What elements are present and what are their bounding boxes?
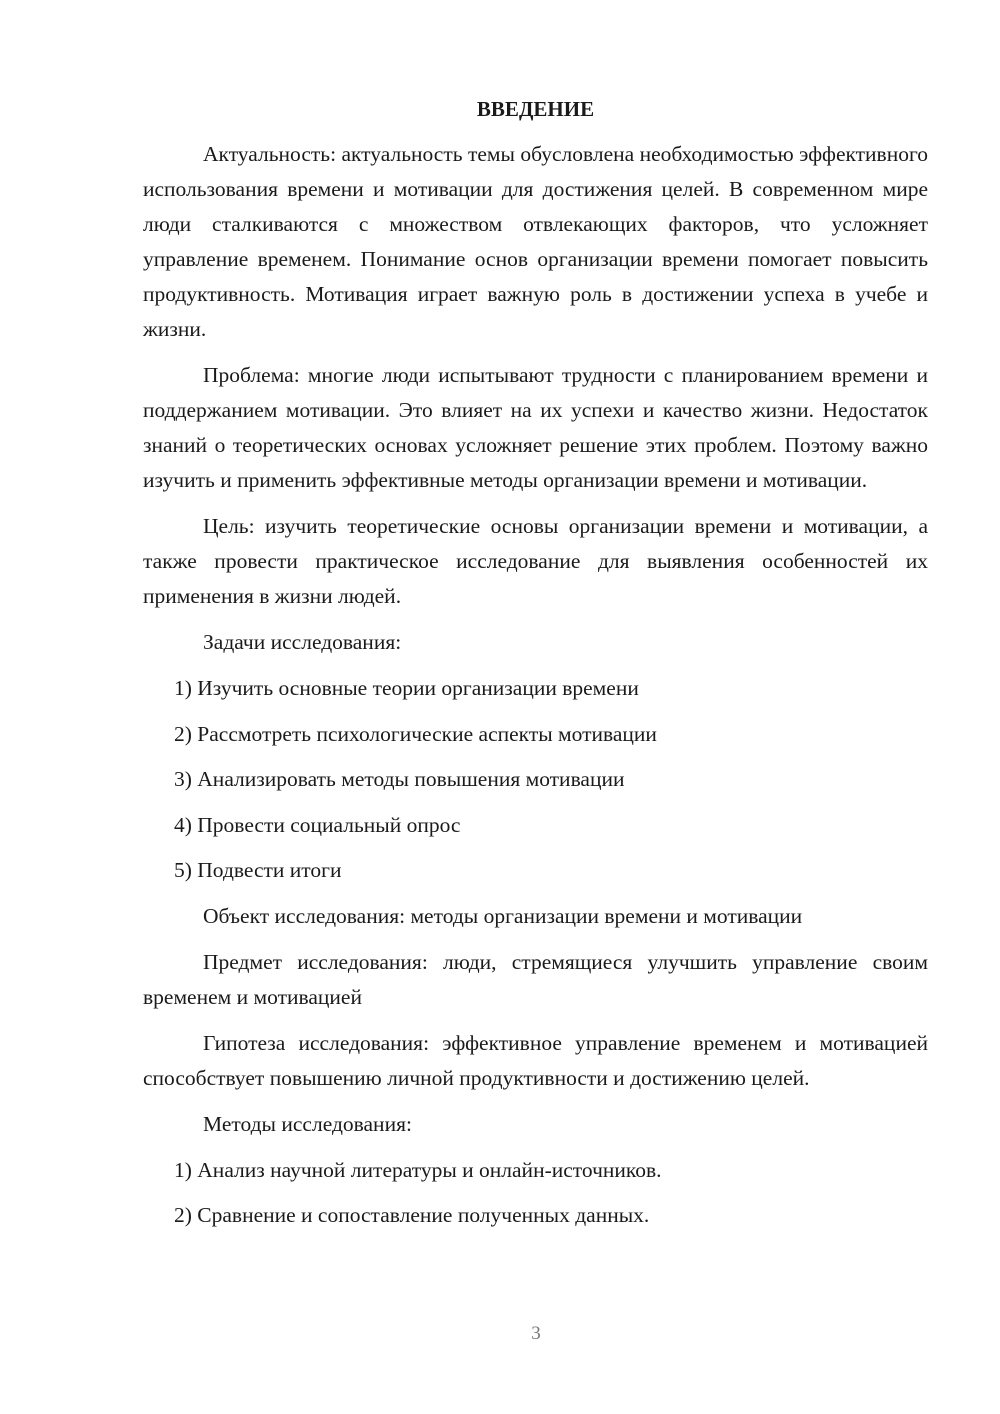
subject-paragraph: Предмет исследования: люди, стремящиеся улучшить управление своим временем и мотивацией xyxy=(143,949,928,1009)
methods-heading: Методы исследования: xyxy=(203,1111,412,1136)
document-page xyxy=(143,92,928,1244)
object-paragraph: Объект исследования: методы организации времени и мотивации xyxy=(203,903,803,928)
hypothesis-paragraph: Гипотеза исследования: эффективное управление временем и мотивацией способствует повышению личной продуктивности и достижению целей. xyxy=(143,1030,928,1090)
problem-paragraph: Проблема: многие люди испытывают трудности с планированием времени и поддержанием мотивации. Это влияет на их успехи и качество жизни. Недостаток знаний о теоретических основах усложняет решение этих проблем. Поэтому важно изучить и применить эффективные методы организации времени и мотивации. xyxy=(143,363,928,492)
methods-list xyxy=(143,1153,928,1234)
tasks-heading: Задачи исследования: xyxy=(203,630,402,654)
list-item: 3) Анализировать методы повышения мотивации xyxy=(174,767,625,791)
list-item: 5) Подвести итоги xyxy=(174,858,342,882)
list-item: 2) Сравнение и сопоставление полученных данных. xyxy=(174,1203,650,1227)
tasks-list xyxy=(143,671,928,888)
page-title: ВВЕДЕНИЕ xyxy=(476,97,595,121)
relevance-paragraph: Актуальность: актуальность темы обусловлена необходимостью эффективного использования времени и мотивации для достижения целей. В современном мире люди сталкиваются с множеством отвлекающих факторов, что усложняет управление временем. Понимание основ организации времени помогает повысить продуктивность. Мотивация играет важную роль в достижении успеха в учебе и жизни. xyxy=(143,142,928,341)
list-item: 1) Анализ научной литературы и онлайн-источников. xyxy=(174,1157,662,1182)
goal-paragraph: Цель: изучить теоретические основы организации времени и мотивации, а также провести практическое исследование для выявления особенностей их применения в жизни людей. xyxy=(143,514,928,608)
page-number: 3 xyxy=(531,1323,541,1344)
list-item: 2) Рассмотреть психологические аспекты мотивации xyxy=(174,721,657,746)
list-item: 1) Изучить основные теории организации времени xyxy=(174,676,639,700)
list-item: 4) Провести социальный опрос xyxy=(174,812,461,837)
